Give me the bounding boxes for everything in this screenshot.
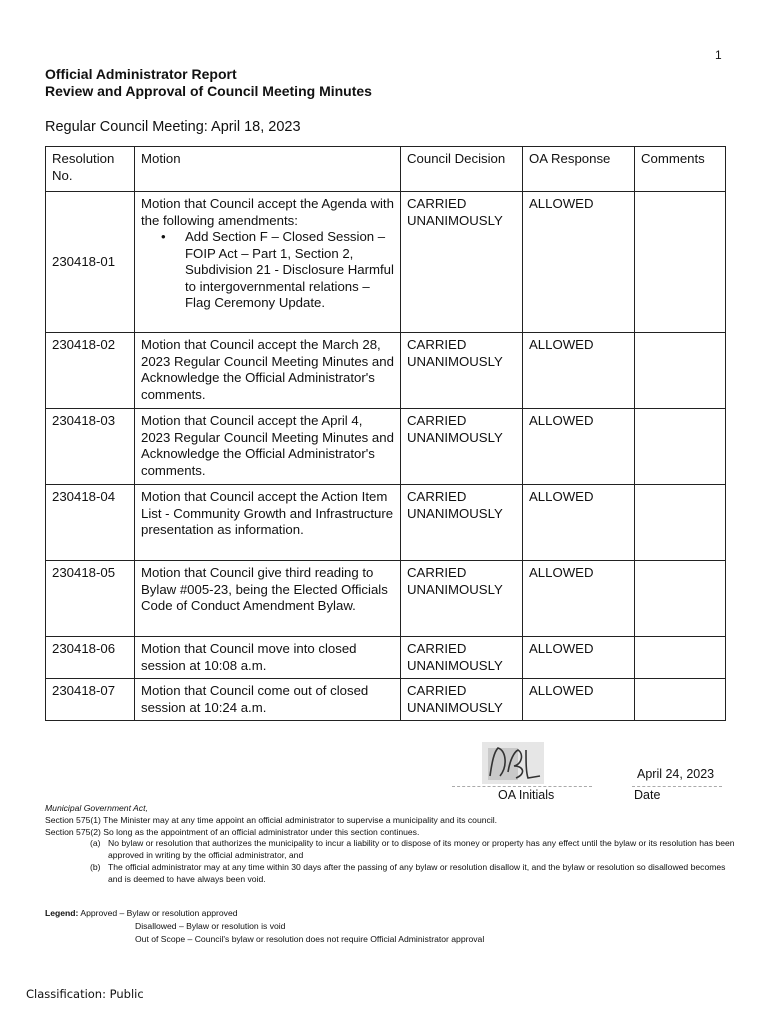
signature-date: April 24, 2023 (637, 767, 715, 781)
legend-approved: Approved – Bylaw or resolution approved (80, 908, 238, 918)
oa-response: ALLOWED (523, 637, 635, 679)
resolution-number: 230418-04 (46, 485, 135, 561)
motion-text: Motion that Council come out of closed session at 10:24 a.m. (135, 679, 401, 721)
clause-a-label: (a) (90, 838, 101, 849)
clause-b-text: The official administrator may at any time within 30 days after the passing of any bylaw or resolution disallow it, and the bylaw or resolution so disallowed becomes and is deemed to have always been void. (108, 861, 726, 884)
table-row (46, 637, 726, 679)
legislation-footnote (45, 803, 735, 886)
page-number: 1 (715, 48, 722, 62)
signature-block (452, 740, 727, 802)
clause-a (45, 838, 735, 862)
motion-text: Motion that Council give third reading to Bylaw #005-23, being the Elected Officials Code of Conduct Amendment Bylaw. (135, 561, 401, 637)
decision-line-1: CARRIED (407, 489, 467, 504)
oa-response: ALLOWED (523, 333, 635, 409)
meeting-date-line: Regular Council Meeting: April 18, 2023 (45, 119, 301, 135)
report-title (45, 66, 372, 100)
title-line-2: Review and Approval of Council Meeting Minutes (45, 83, 372, 99)
column-header-council-decision: Council Decision (401, 147, 523, 192)
comments-cell (635, 409, 726, 485)
comments-cell (635, 192, 726, 333)
comments-cell (635, 637, 726, 679)
oa-response: ALLOWED (523, 679, 635, 721)
table-row (46, 333, 726, 409)
oa-response: ALLOWED (523, 192, 635, 333)
council-decision (401, 192, 523, 333)
act-title: Municipal Government Act, (45, 803, 148, 813)
table-row (46, 561, 726, 637)
clause-b (45, 862, 735, 886)
date-label: Date (634, 788, 661, 802)
oa-response: ALLOWED (523, 561, 635, 637)
decision-line-1: CARRIED (407, 641, 467, 656)
decision-line-2: UNANIMOUSLY (407, 657, 503, 673)
council-decision (401, 679, 523, 721)
legend-label: Legend: (45, 908, 79, 918)
oa-response: ALLOWED (523, 485, 635, 561)
motion-cell (135, 192, 401, 333)
council-decision (401, 485, 523, 561)
column-header-motion: Motion (135, 147, 401, 192)
minutes-table (45, 146, 726, 721)
decision-line-1: CARRIED (407, 196, 467, 211)
oa-initials-label: OA Initials (498, 788, 555, 802)
council-decision (401, 409, 523, 485)
motion-text: Motion that Council accept the April 4, 2023 Regular Council Meeting Minutes and Acknowledge the Official Administrator's comments. (135, 409, 401, 485)
oa-response: ALLOWED (523, 409, 635, 485)
decision-line-2: UNANIMOUSLY (407, 699, 503, 715)
table-row (46, 192, 726, 333)
clause-a-text: No bylaw or resolution that authorizes the municipality to incur a liability or to dispose of its money or property has any effect until the bylaw or its resolution has been approved in writing by the official administrator, and (108, 838, 735, 861)
section-575-2: Section 575(2) So long as the appointment of an official administrator under this section continues. (45, 826, 420, 837)
clause-b-label: (b) (90, 861, 101, 872)
motion-text: Motion that Council accept the Agenda with the following amendments: (141, 196, 394, 228)
council-decision (401, 561, 523, 637)
council-decision (401, 333, 523, 409)
amendment-list (141, 229, 394, 312)
council-decision (401, 637, 523, 679)
decision-line-2: UNANIMOUSLY (407, 581, 503, 597)
resolution-number: 230418-05 (46, 561, 135, 637)
title-line-1: Official Administrator Report (45, 66, 237, 82)
resolution-number: 230418-07 (46, 679, 135, 721)
table-row (46, 485, 726, 561)
amendment-item: • Add Section F – Closed Session – FOIP Act – Part 1, Section 2, Subdivision 21 - Disclosure Harmful to intergovernmental relations – Flag Ceremony Update. (141, 229, 394, 312)
motion-text: Motion that Council move into closed session at 10:08 a.m. (135, 637, 401, 679)
decision-line-2: UNANIMOUSLY (407, 353, 503, 369)
decision-line-1: CARRIED (407, 413, 467, 428)
legend (45, 907, 484, 946)
column-header-oa-response: OA Response (523, 147, 635, 192)
comments-cell (635, 485, 726, 561)
resolution-number: 230418-06 (46, 637, 135, 679)
classification-label: Classification: Public (26, 987, 144, 1001)
comments-cell (635, 679, 726, 721)
decision-line-1: CARRIED (407, 683, 467, 698)
decision-line-2: UNANIMOUSLY (407, 212, 503, 228)
column-header-comments: Comments (635, 147, 726, 192)
legend-out-of-scope: Out of Scope – Council's bylaw or resolution does not require Official Administrator approval (135, 934, 485, 944)
decision-line-1: CARRIED (407, 565, 467, 580)
column-header-resolution: Resolution No. (46, 147, 135, 192)
decision-line-1: CARRIED (407, 337, 467, 352)
initials-line (452, 786, 592, 787)
motion-text: Motion that Council accept the Action Item List - Community Growth and Infrastructure presentation as information. (135, 485, 401, 561)
motion-text: Motion that Council accept the March 28, 2023 Regular Council Meeting Minutes and Acknowledge the Official Administrator's comments. (135, 333, 401, 409)
table-row (46, 679, 726, 721)
decision-line-2: UNANIMOUSLY (407, 505, 503, 521)
table-header-row (46, 147, 726, 192)
resolution-number: 230418-01 (46, 192, 135, 333)
date-line (632, 786, 722, 787)
resolution-number: 230418-02 (46, 333, 135, 409)
section-575-1: Section 575(1) The Minister may at any time appoint an official administrator to supervise a municipality and its council. (45, 814, 498, 825)
comments-cell (635, 333, 726, 409)
oa-signature-image (482, 742, 544, 784)
decision-line-2: UNANIMOUSLY (407, 429, 503, 445)
table-row (46, 409, 726, 485)
legend-disallowed: Disallowed – Bylaw or resolution is void (135, 921, 286, 931)
resolution-number: 230418-03 (46, 409, 135, 485)
comments-cell (635, 561, 726, 637)
